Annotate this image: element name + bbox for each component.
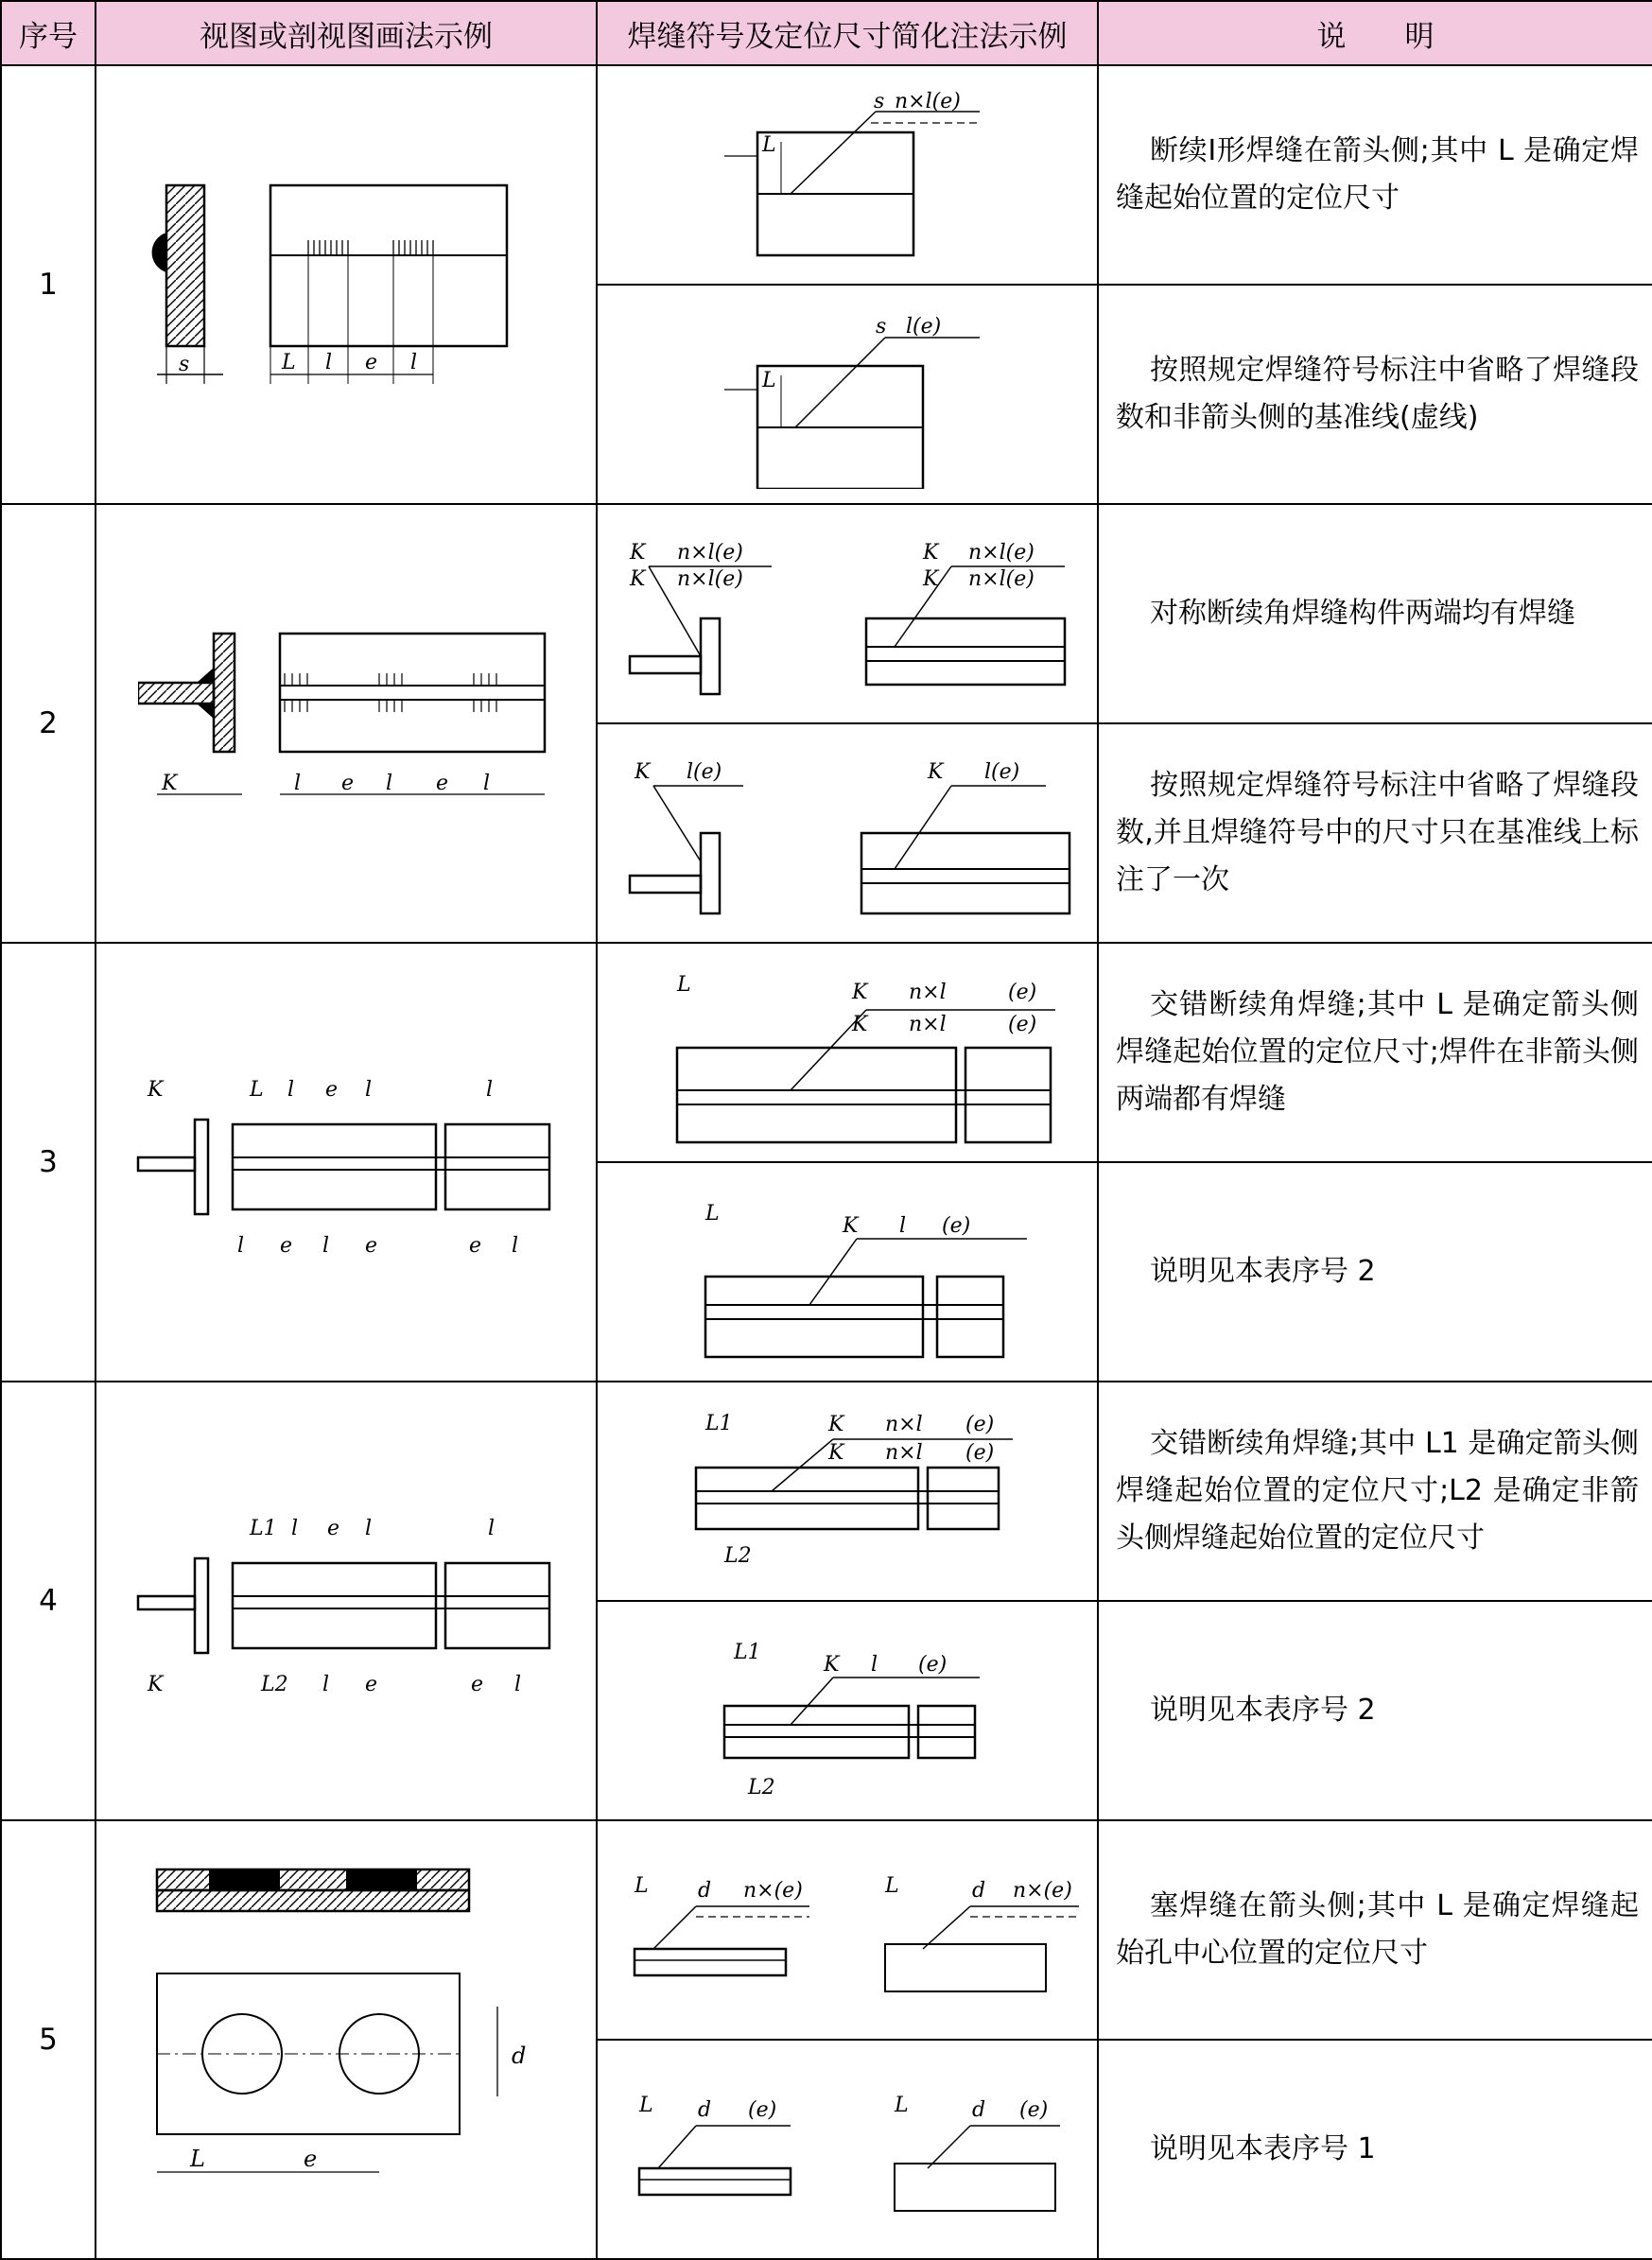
dim-d: d [512, 2043, 527, 2069]
sym-nle: n×l(e) [895, 90, 961, 113]
dim-l: l [294, 772, 302, 795]
header-symbol: 焊缝符号及定位尺寸简化注法示例 [597, 1, 1098, 65]
dim-L: L [762, 133, 776, 157]
sym-s: s [874, 90, 885, 113]
header-view: 视图或剖视图画法示例 [96, 1, 597, 65]
row1-note-b: 按照规定焊缝符号标注中省略了焊缝段数和非箭头侧的基准线(虚线) [1098, 285, 1652, 504]
row2-symbol-a [597, 504, 1098, 723]
row-index: 4 [1, 1382, 96, 1820]
staggered-fillet-weld-view [129, 1497, 564, 1705]
sym-pe: (e) [965, 1441, 995, 1465]
row-index: 3 [1, 943, 96, 1382]
sym-K: K [852, 1013, 868, 1036]
table-row [1, 943, 1652, 1162]
sym-l: l [871, 1653, 878, 1677]
row-index: 2 [1, 504, 96, 943]
dim-L: L [762, 369, 776, 392]
dim-e: e [327, 1517, 340, 1540]
sym-nle: n×l(e) [677, 567, 743, 591]
sym-K: K [828, 1413, 844, 1436]
dim-L: L [705, 1202, 720, 1226]
dim-L2: L2 [748, 1776, 775, 1799]
sym-pe: (e) [748, 2098, 777, 2122]
sym-le: l(e) [984, 760, 1020, 784]
dim-l: l [287, 1078, 295, 1102]
dim-e: e [436, 772, 449, 795]
sym-K: K [630, 541, 646, 565]
sym-K: K [923, 541, 939, 565]
dim-L1: L1 [250, 1517, 277, 1540]
staggered-fillet-weld-view [129, 1058, 564, 1266]
dim-l: l [322, 1234, 330, 1258]
dim-L: L [677, 973, 691, 997]
sym-K: K [923, 567, 939, 591]
sym-K: K [852, 981, 868, 1004]
table-row [1, 1820, 1652, 2040]
row1-symbol-a [597, 65, 1098, 285]
sym-nle: n×l(e) [677, 541, 743, 565]
dim-l: l [488, 1517, 496, 1540]
sym-K: K [928, 760, 944, 784]
dim-e: e [471, 1673, 484, 1696]
row3-symbol-b [597, 1162, 1098, 1382]
weld-symbol-figure [705, 300, 989, 489]
dim-L1: L1 [705, 1412, 733, 1435]
row2-note-b: 按照规定焊缝符号标注中省略了焊缝段数,并且焊缝符号中的尺寸只在基准线上标注了一次 [1098, 723, 1652, 943]
sym-pe: (e) [965, 1413, 995, 1436]
weld-symbol-figure [658, 1616, 1036, 1805]
weld-symbol-figure [611, 748, 1084, 918]
sym-pe: (e) [1019, 2098, 1049, 2122]
table-row [1, 504, 1652, 723]
row5-symbol-b [597, 2040, 1098, 2259]
dim-l: l [322, 1673, 330, 1696]
row3-note-b: 说明见本表序号 2 [1098, 1162, 1652, 1382]
row4-note-b: 说明见本表序号 2 [1098, 1601, 1652, 1820]
sym-ne: n×(e) [1013, 1879, 1072, 1903]
sym-K: K [630, 567, 646, 591]
dim-e: e [304, 2146, 318, 2172]
dim-s: s [179, 353, 190, 376]
dim-e: e [469, 1234, 482, 1258]
weld-symbol-figure [658, 1397, 1036, 1586]
dim-e: e [365, 1673, 378, 1696]
weld-symbol-figure [658, 1177, 1036, 1366]
sym-nl: n×l [885, 1413, 923, 1436]
row4-symbol-b [597, 1601, 1098, 1820]
sym-K: K [828, 1441, 844, 1465]
header-row [1, 1, 1652, 65]
dim-L2: L2 [724, 1544, 752, 1568]
dim-e: e [280, 1234, 293, 1258]
header-index: 序号 [1, 1, 96, 65]
dim-l: l [365, 1078, 373, 1102]
row1-view-figure [96, 65, 597, 504]
sym-nle: n×l(e) [968, 567, 1035, 591]
sym-pe: (e) [1008, 981, 1037, 1004]
dim-l: l [410, 351, 418, 374]
row4-symbol-a [597, 1382, 1098, 1601]
sym-l: l [899, 1214, 907, 1238]
row2-view-figure [96, 504, 597, 943]
dim-K: K [148, 1673, 164, 1696]
dim-L: L [895, 2094, 909, 2117]
sym-nl: n×l [885, 1441, 923, 1465]
sym-pe: (e) [918, 1653, 948, 1677]
sym-d: d [698, 1879, 712, 1903]
sym-ne: n×(e) [743, 1879, 803, 1903]
table-row [1, 1382, 1652, 1601]
dim-l: l [325, 351, 333, 374]
dim-L: L [250, 1078, 264, 1102]
dim-l: l [483, 772, 491, 795]
row2-note-a: 对称断续角焊缝构件两端均有焊缝 [1098, 504, 1652, 723]
dim-e: e [365, 1234, 378, 1258]
row3-note-a: 交错断续角焊缝;其中 L 是确定箭头侧焊缝起始位置的定位尺寸;焊件在非箭头侧两端都有焊缝 [1098, 943, 1652, 1162]
row1-note-a: 断续Ⅰ形焊缝在箭头侧;其中 L 是确定焊缝起始位置的定位尺寸 [1098, 65, 1652, 285]
sym-K: K [843, 1214, 859, 1238]
sym-le: l(e) [687, 760, 722, 784]
dim-L: L [190, 2146, 205, 2172]
dim-l: l [512, 1234, 519, 1258]
row5-symbol-a [597, 1820, 1098, 2040]
row3-view-figure [96, 943, 597, 1382]
plug-weld-view [138, 1841, 554, 2238]
dim-l: l [365, 1517, 373, 1540]
sym-d: d [972, 2098, 986, 2122]
sym-d: d [972, 1879, 986, 1903]
sym-nle: n×l(e) [968, 541, 1035, 565]
row5-note-b: 说明见本表序号 1 [1098, 2040, 1652, 2259]
dim-L1: L1 [734, 1641, 761, 1664]
sym-K: K [635, 760, 651, 784]
dim-l: l [486, 1078, 494, 1102]
dim-e: e [341, 772, 355, 795]
dim-L2: L2 [261, 1673, 288, 1696]
weld-symbol-figure [705, 85, 989, 265]
dim-l: l [291, 1517, 299, 1540]
row4-note-a: 交错断续角焊缝;其中 L1 是确定箭头侧焊缝起始位置的定位尺寸;L2 是确定非箭头侧焊缝起始位置的定位尺寸 [1098, 1382, 1652, 1601]
symmetric-fillet-weld-view [138, 615, 554, 832]
sym-nl: n×l [909, 1013, 947, 1036]
row1-symbol-b [597, 285, 1098, 504]
row3-symbol-a [597, 943, 1098, 1162]
table-row [1, 65, 1652, 285]
dim-l: l [386, 772, 393, 795]
dim-K: K [148, 1078, 164, 1102]
dim-L: L [639, 2094, 653, 2117]
dim-e: e [365, 351, 378, 374]
weld-symbol-figure [620, 953, 1074, 1152]
dim-L: L [635, 1874, 649, 1898]
weld-symbol-figure [611, 529, 1084, 699]
sym-nl: n×l [909, 981, 947, 1004]
sym-le: l(e) [906, 315, 942, 339]
weld-symbol-figure [611, 2064, 1084, 2234]
dim-l: l [514, 1673, 522, 1696]
dim-L: L [282, 351, 296, 374]
row2-symbol-b [597, 723, 1098, 943]
row-index: 5 [1, 1820, 96, 2259]
sym-s: s [876, 315, 887, 339]
dim-l: l [237, 1234, 245, 1258]
intermittent-i-weld-view [138, 166, 554, 403]
row5-note-a: 塞焊缝在箭头侧;其中 L 是确定焊缝起始孔中心位置的定位尺寸 [1098, 1820, 1652, 2040]
row5-view-figure [96, 1820, 597, 2259]
sym-d: d [698, 2098, 712, 2122]
weld-symbol-figure [611, 1845, 1084, 2015]
dim-K: K [162, 772, 178, 795]
dim-L: L [885, 1874, 899, 1898]
row4-view-figure [96, 1382, 597, 1820]
dim-e: e [325, 1078, 339, 1102]
header-note: 说 明 [1098, 1, 1652, 65]
sym-pe: (e) [1008, 1013, 1037, 1036]
sym-pe: (e) [942, 1214, 971, 1238]
sym-K: K [824, 1653, 840, 1677]
row-index: 1 [1, 65, 96, 504]
